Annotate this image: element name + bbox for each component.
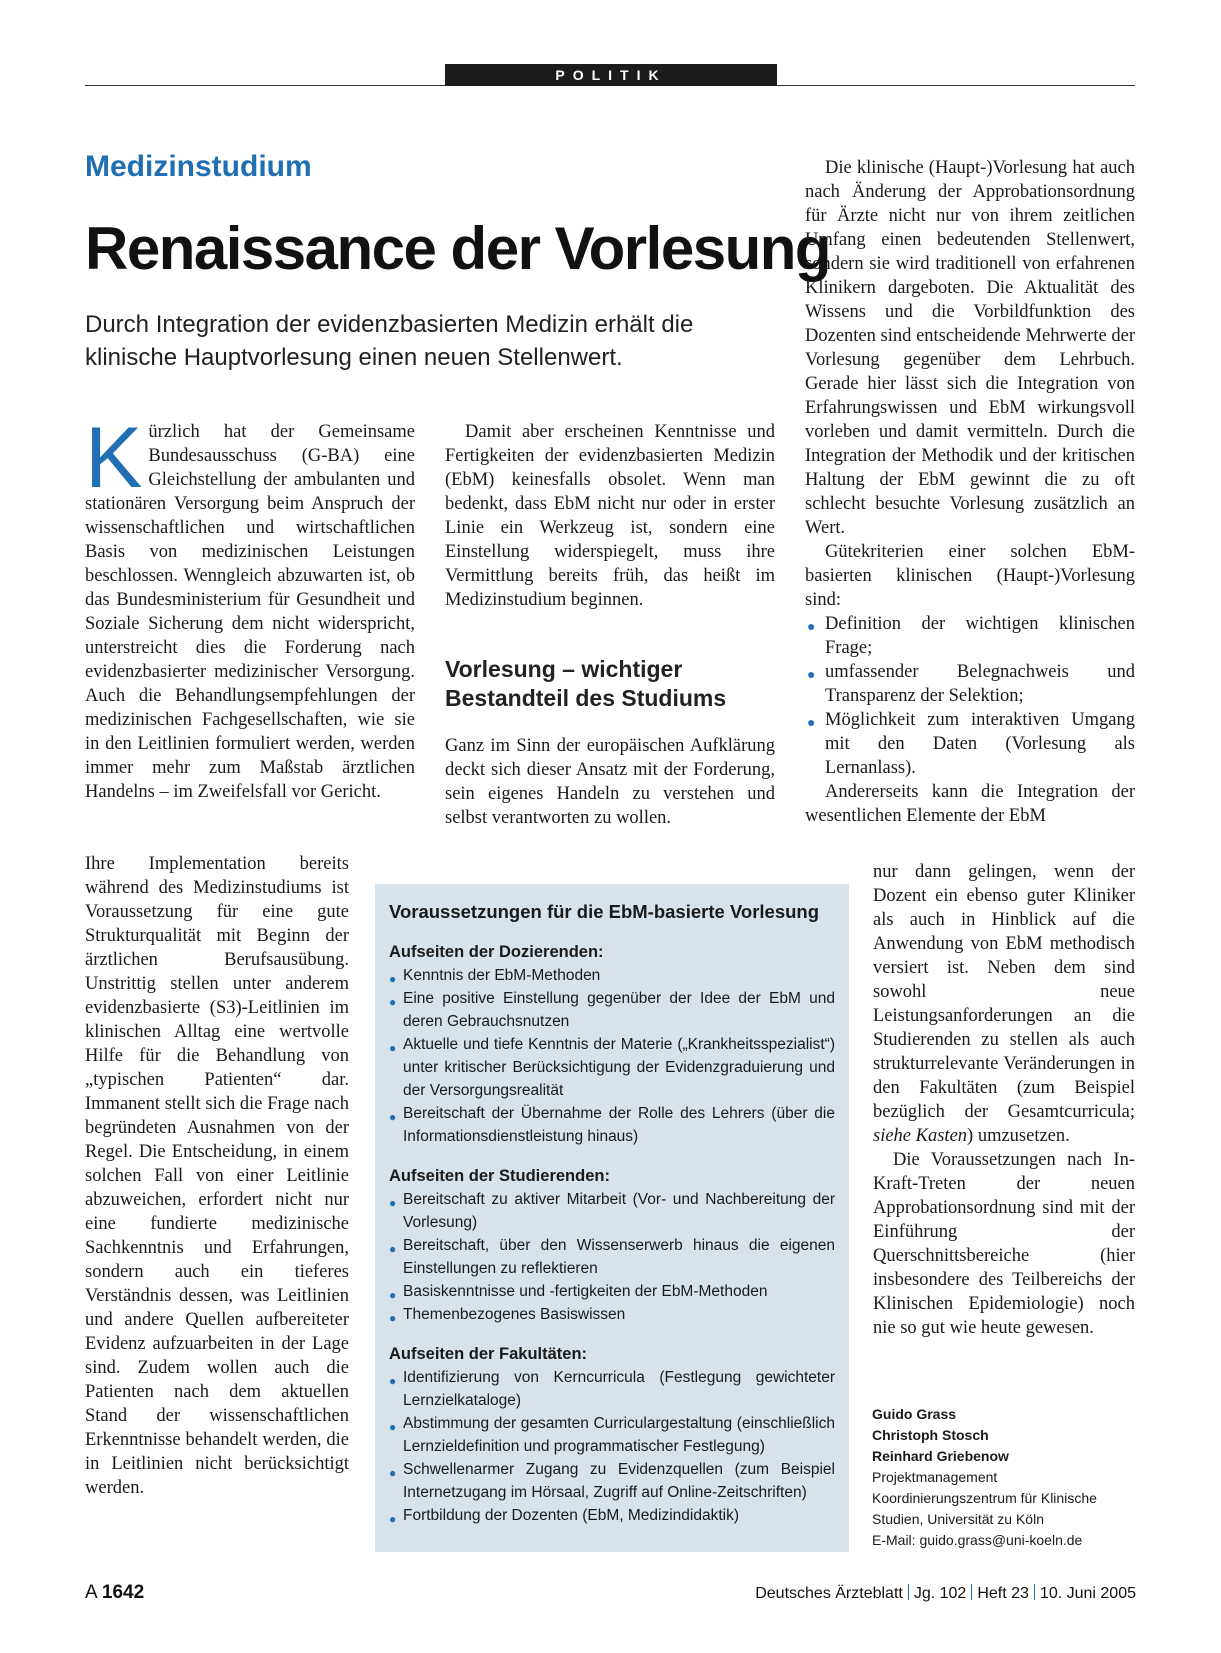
bullet-icon: ● [807,716,816,731]
affiliation-line: Koordinierungszentrum für Klinische [872,1490,1097,1506]
bullet-icon: ● [389,1041,397,1055]
separator [1034,1584,1035,1600]
list-item: ● Möglichkeit zum interaktiven Umgang mit den Daten (Vorlesung als Lernanlass). [807,710,1135,778]
journal-date: 10. Juni 2005 [1039,1585,1136,1602]
bullet-icon: ● [389,1466,397,1480]
col3-paragraph-3: Andererseits kann die Integration der wesentlichen Elemente der EbM [805,782,1135,826]
separator [971,1584,972,1600]
list-item: ● Identifizierung von Kerncurricula (Festlegung gewichteter Lernzielkataloge) [389,1369,835,1409]
bullet-icon: ● [389,1420,397,1434]
bullet-icon: ● [389,1288,397,1302]
affiliation-line: Projektmanagement [872,1469,998,1485]
bullet-icon: ● [389,1242,397,1256]
quality-criteria-list [805,612,1135,780]
info-box-title: Voraussetzungen für die EbM-basierte Vorlesung [389,901,820,922]
list-item: ● Bereitschaft zu aktiver Mitarbeit (Vor- und Nachbereitung der Vorlesung) [389,1191,835,1231]
box-group-lecturers [389,941,835,1148]
affiliation-line: Studien, Universität zu Köln [872,1511,1044,1527]
column-3-lower [873,860,1135,1340]
column-2-lower [445,734,775,830]
author-name: Guido Grass [872,1406,957,1422]
lead-paragraph: Durch Integration der evidenzbasierten Medizin erhält die klinische Hauptvorlesung einen neuen Stellenwert. [85,311,694,371]
column-2 [445,420,775,612]
list-item: ● Schwellenarmer Zugang zu Evidenzquellen (zum Beispiel Internetzugang im Hörsaal, Zugriff auf Online-Zeitschriften) [389,1461,835,1501]
list-item: ● Bereitschaft, über den Wissenserwerb hinaus die eigenen Einstellungen zu reflektieren [389,1237,835,1277]
journal-issue: Heft 23 [977,1585,1029,1602]
col2-paragraph-1: Damit aber erscheinen Kenntnisse und Fertigkeiten der evidenzbasierten Medizin (EbM) keinesfalls obsolet. Wenn man bedenkt, dass EbM nicht nur oder in erster Linie ein Werkzeug ist, sondern eine Einstellung widerspiegelt, muss ihre Vermittlung bereits früh, das heißt im Medizinstudium beginnen. [445,422,775,610]
col3-paragraph-1: Die klinische (Haupt-)Vorlesung hat auch nach Änderung der Approbationsordnung für Ärzte nicht nur von ihrem zeitlichen Umfang einen bedeutenden Stellenwert, sondern sie wird traditionell von erfahrenen Klinikern dargeboten. Die Aktualität des Wissens und die Vorbildfunktion des Dozenten sind entscheidende Mehrwerte der Vorlesung gegenüber dem Lehrbuch. Gerade hier lässt sich die Integration von Erfahrungswissen und EbM wirkungsvoll vorleben und damit vermitteln. Durch die Integration der Methodik und der kritischen Haltung der EbM gewinnt die zu oft schlecht besuchte Vorlesung zusätzlich an Wert. [805,158,1135,538]
journal-name: Deutsches Ärzteblatt [755,1585,903,1602]
box-group-faculties [389,1343,835,1527]
list-item: ● umfassender Belegnachweis und Transparenz der Selektion; [807,662,1135,706]
bullet-icon: ● [389,1311,397,1325]
list-item: ● Aktuelle und tiefe Kenntnis der Materie („Krankheitsspezialist“) unter kritischer Berücksichtigung der Evidenzgraduierung und der Versorgungsrealität [389,1036,835,1099]
box-group-students [389,1165,835,1326]
list-item: ● Definition der wichtigen klinischen Frage; [807,614,1135,658]
author-block [872,1404,1132,1551]
drop-cap: K [85,410,143,506]
page-number: A 1642 [85,1582,145,1603]
list-item: ● Fortbildung der Dozenten (EbM, Medizindidaktik) [389,1504,835,1527]
subheading: Vorlesung – wichtiger Bestandteil des Studiums [445,656,727,711]
list-item: ● Basiskenntnisse und -fertigkeiten der EbM-Methoden [389,1280,835,1303]
bullet-icon: ● [807,620,816,635]
column-1 [85,410,415,804]
bullet-icon: ● [389,1110,397,1124]
bullet-icon: ● [389,995,397,1009]
list-item: ● Kenntnis der EbM-Methoden [389,964,835,987]
column-3 [805,156,1135,828]
bullet-icon: ● [389,1512,397,1526]
author-email: E-Mail: guido.grass@uni-koeln.de [872,1532,1083,1548]
box-group-heading: Aufseiten der Fakultäten: [389,1345,588,1363]
col3-paragraph-2: Gütekriterien einer solchen EbM-basierten klinischen (Haupt-)Vorlesung sind: [805,542,1135,610]
bullet-icon: ● [389,1374,397,1388]
bullet-icon: ● [807,668,816,683]
info-box [375,884,849,1552]
separator [908,1584,909,1600]
journal-citation [755,1584,1136,1603]
col2-paragraph-2: Ganz im Sinn der europäischen Aufklärung deckt sich dieser Ansatz mit der Forderung, sein eigenes Handeln zu verstehen und selbst verantworten zu wollen. [445,736,775,828]
section-label: POLITIK [445,64,777,86]
list-item: ● Abstimmung der gesamten Curriculargestaltung (einschließlich Lernzieldefinition und programmatischer Festlegung) [389,1415,835,1455]
list-item: ● Themenbezogenes Basiswissen [389,1303,835,1326]
col1-paragraph-1: Kürzlich hat der Gemeinsame Bundesausschuss (G-BA) eine Gleichstellung der ambulanten und stationären Versorgung beim Anspruch der wissenschaftlichen und wirtschaftlichen Basis von medizinischen Leistungen beschlossen. Wenngleich abzuwarten ist, ob das Bundesministerium für Gesundheit und Soziale Sicherung dem nicht widerspricht, unterstreicht dies die Forderung nach evidenzbasierter medizinischer Versorgung. Auch die Behandlungsempfehlungen der medizinischen Fachgesellschaften, wie sie in den Leitlinien formuliert werden, werden immer mehr zum Maßstab ärztlichen Handelns – im Zweifelsfall vor Gericht. [85,410,415,802]
journal-volume: Jg. 102 [913,1585,967,1602]
kicker: Medizinstudium [85,150,312,183]
box-group-heading: Aufseiten der Dozierenden: [389,943,604,961]
list-item: ● Eine positive Einstellung gegenüber der Idee der EbM und deren Gebrauchsnutzen [389,990,835,1030]
bullet-icon: ● [389,1196,397,1210]
author-name: Reinhard Griebenow [872,1448,1009,1464]
col1-paragraph-2: Ihre Implementation bereits während des Medizinstudiums ist Voraussetzung für eine gute Strukturqualität mit Beginn der ärztlichen Berufsausübung. Unstrittig stellen unter anderem evidenzbasierte (S3)-Leitlinien im klinischen Alltag eine wertvolle Hilfe für die Behandlung von „typischen Patienten“ dar. Immanent stellt sich die Frage nach begründeten Ausnahmen von der Regel. Die Entscheidung, in einem solchen Fall von einer Leitlinie abzuweichen, erfordert nicht nur eine fundierte medizinische Sachkenntnis und Erfahrungen, sondern auch ein tieferes Verständnis dessen, was Leitlinien und andere Quellen aufbereiteter Evidenz aufzuarbeiten in der Lage sind. Zudem wollen auch die Patienten nach dem aktuellen Stand der wissenschaftlichen Erkenntnisse behandelt werden, die in Leitlinien nicht berücksichtigt werden. [85,854,349,1498]
col3-paragraph-5: Die Voraussetzungen nach In-Kraft-Treten der neuen Approbationsordnung sind mit der Einführung der Querschnittsbereiche (hier insbesondere des Teilbereichs der Klinischen Epidemiologie) noch nie so gut wie heute gewesen. [873,1150,1135,1338]
column-1-lower [85,852,349,1500]
bullet-icon: ● [389,972,397,986]
author-name: Christoph Stosch [872,1427,989,1443]
col3-paragraph-4: nur dann gelingen, wenn der Dozent ein ebenso guter Kliniker als auch in Hinblick auf die Anwendung von EbM methodisch versiert ist. Neben dem sind sowohl neue Leistungsanforderungen an die Studierenden zu stellen als auch strukturrelevante Veränderungen in den Fakultäten (zum Beispiel bezüglich der Gesamtcurricula; siehe Kasten) umzusetzen. [873,862,1135,1146]
headline: Renaissance der Vorlesung [85,215,831,282]
box-group-heading: Aufseiten der Studierenden: [389,1167,610,1185]
list-item: ● Bereitschaft der Übernahme der Rolle des Lehrers (über die Informationsdienstleistung hinaus) [389,1105,835,1145]
